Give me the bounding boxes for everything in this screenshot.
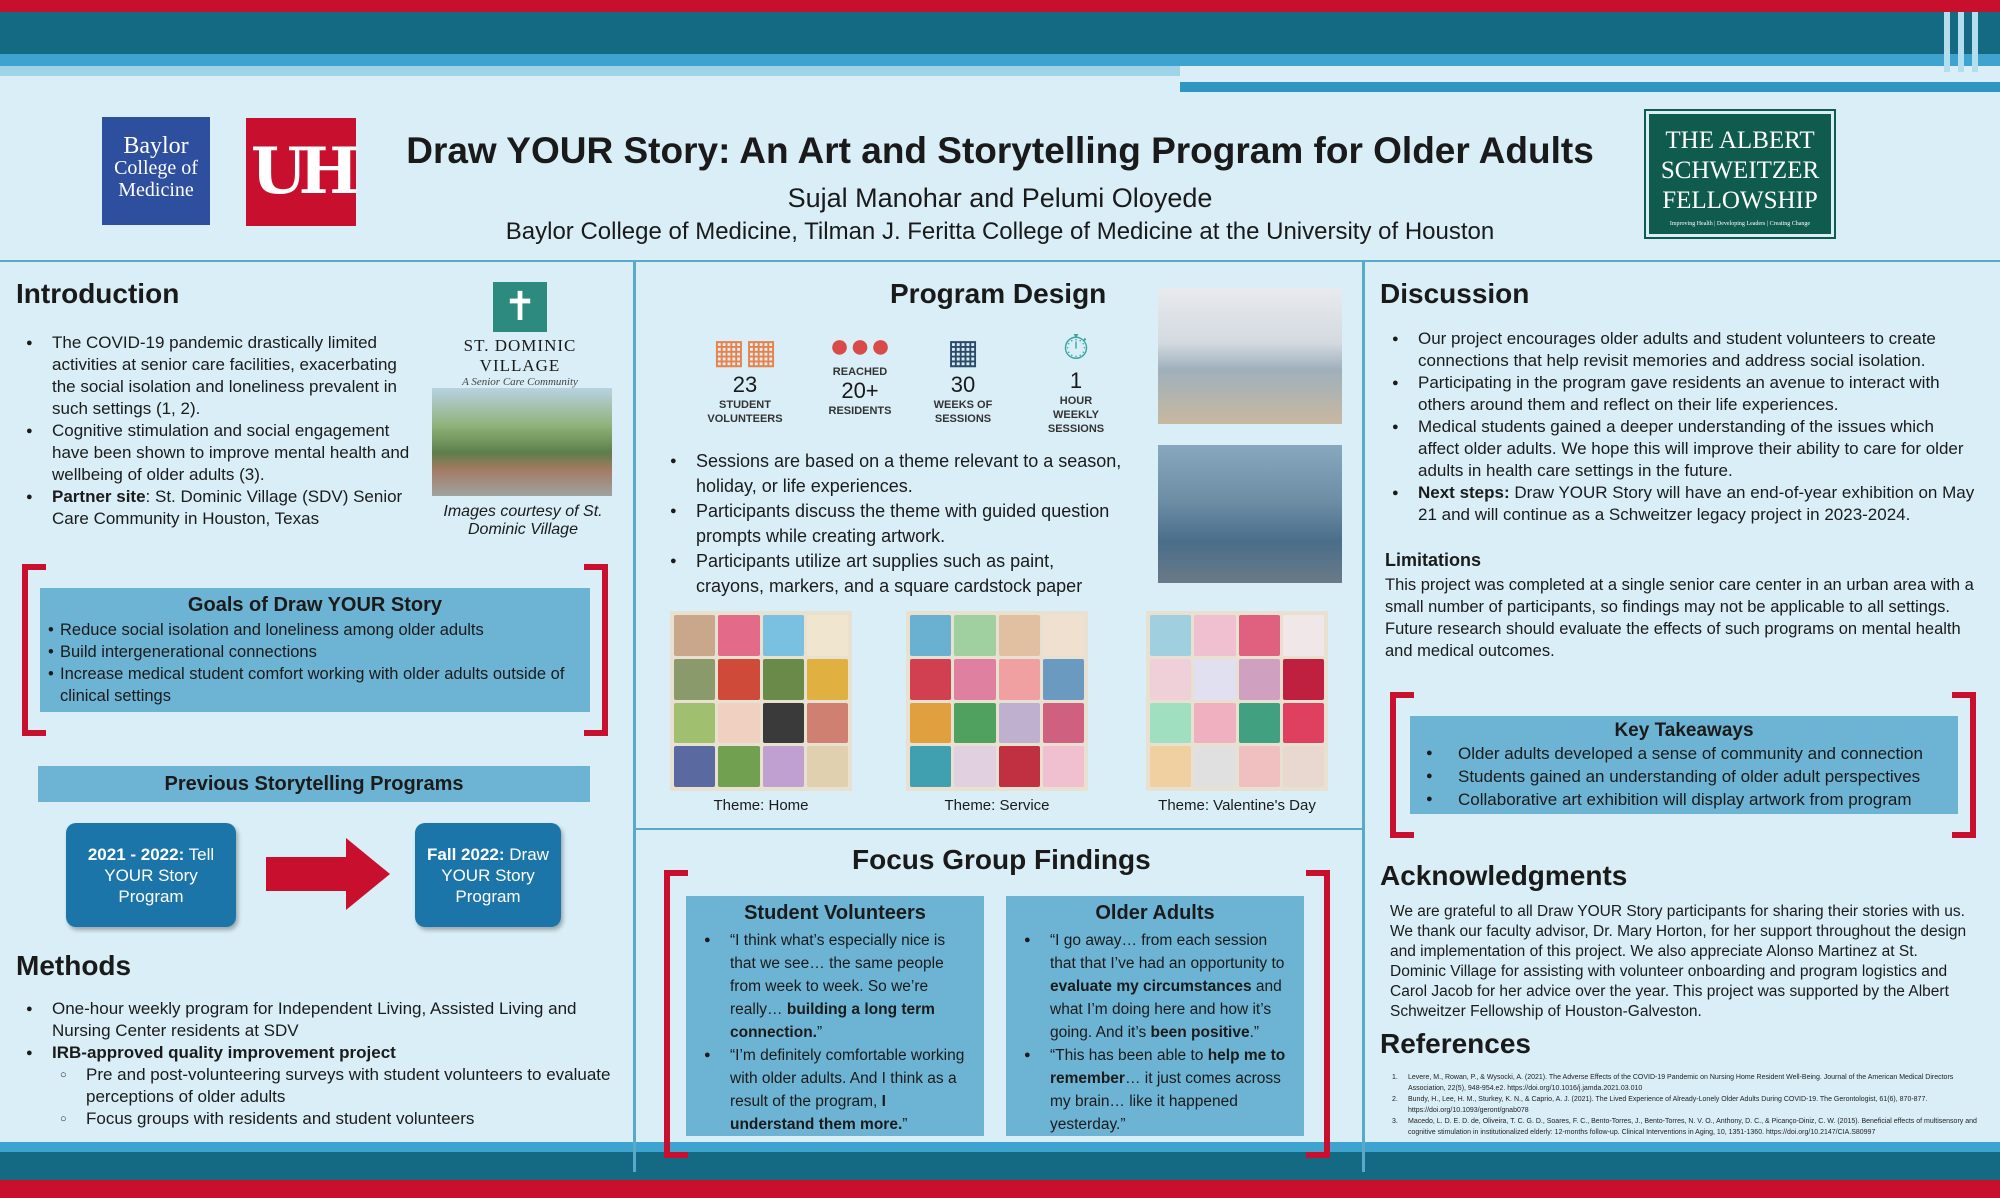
older-adults-heading: Older Adults bbox=[1095, 902, 1215, 924]
student-volunteers-box bbox=[686, 896, 984, 1136]
quote-emphasis: I understand them more. bbox=[730, 1093, 903, 1133]
session-photo bbox=[1158, 288, 1342, 424]
reference-item: 2. Bundy, H., Lee, H. M., Sturkey, K. N., & Caprio, A. J. (2021). The Lived Experience of Already-Lonely Older Adults During COVID-19. The Gerontologist, 61(6), 870-877. https://doi.org/10.1093/geront/gnab078 bbox=[1392, 1096, 1928, 1114]
bracket-left bbox=[664, 870, 688, 1158]
program-design-heading: Program Design bbox=[890, 278, 1107, 309]
stat-number: 1 bbox=[1069, 368, 1083, 393]
stat-label: RESIDENTS bbox=[828, 405, 892, 417]
reference-text: Macedo, L. D. E. D. de, Oliveira, T. C. G. D., Soares, F. C., Bento-Torres, J., Bento-Torres, N. V. O., Anthony, D. C., & Picanço-Diniz, C. W. (2015). Beneficial effects of multisensory and cognitive stimulation in institutionalized elderly: 12-months follow-up. Clinical Interventions in Aging, 10, 1351-1360. https://doi.org/10.2147/CIA.S80997 bbox=[1408, 1118, 1977, 1136]
artwork-home bbox=[670, 611, 852, 791]
stat-number: 30 bbox=[950, 372, 976, 397]
quote-text: .” bbox=[1249, 1024, 1260, 1041]
quote-text: … it just comes across my brain… like it happened yesterday.” bbox=[1050, 1070, 1281, 1133]
column-divider bbox=[633, 262, 636, 1172]
stat-label: WEEKS OF SESSIONS bbox=[933, 399, 993, 425]
acknowledgments-heading: Acknowledgments bbox=[1380, 860, 1628, 891]
top-pale-band bbox=[0, 66, 1180, 76]
cross-icon: ✝ bbox=[493, 282, 547, 332]
uh-logo: UH bbox=[246, 118, 356, 226]
next-steps-text: Draw YOUR Story will have an end-of-year exhibition on May 21 and will continue as a Schweitzer legacy project in 2023-2024. bbox=[1418, 483, 1975, 524]
tell-your-story-box bbox=[66, 823, 236, 927]
arrow-head-icon bbox=[346, 838, 390, 910]
reference-item: 3. Macedo, L. D. E. D. de, Oliveira, T. C. G. D., Soares, F. C., Bento-Torres, J., Bento-Torres, N. V. O., Anthony, D. C., & Picanço-Diniz, C. W. (2015). Beneficial effects of multisensory and cognitive stimulation in institutionalized elderly: 12-months follow-up. Clinical Interventions in Aging, 10, 1351-1360. https://doi.org/10.2147/CIA.S80997 bbox=[1392, 1118, 1977, 1136]
stopwatch-icon: ⏱ bbox=[1062, 329, 1090, 367]
list-item bbox=[18, 486, 410, 530]
top-red-band bbox=[0, 0, 2000, 12]
poster-title: Draw YOUR Story: An Art and Storytelling Program for Older Adults bbox=[406, 130, 1594, 171]
poster-authors: Sujal Manohar and Pelumi Oloyede bbox=[787, 183, 1213, 213]
list-item: • Increase medical student comfort working with older adults outside of clinical settings bbox=[48, 663, 582, 707]
list-item: ● One-hour weekly program for Independent Living, Assisted Living and Nursing Center residents at SDV bbox=[18, 998, 618, 1042]
st-dominic-logo bbox=[430, 282, 610, 388]
list-item: ● Students gained an understanding of older adult perspectives bbox=[1418, 765, 1950, 788]
list-item: ● Participants utilize art supplies such as paint, crayons, markers, and a square cardstock paper bbox=[662, 549, 1122, 599]
list-item: ● Sessions are based on a theme relevant to a season, holiday, or life experiences. bbox=[662, 449, 1122, 499]
list-item: ● Our project encourages older adults and student volunteers to create connections that help revisit memories and address social isolation. bbox=[1384, 328, 1978, 372]
focus-group-heading: Focus Group Findings bbox=[852, 844, 1151, 875]
list-item bbox=[696, 929, 974, 1044]
list-item: ○ Focus groups with residents and student volunteers bbox=[18, 1108, 618, 1130]
arrow-right-icon bbox=[266, 857, 346, 891]
baylor-logo-line: Medicine bbox=[118, 179, 194, 201]
theme-label: Theme: Home bbox=[713, 797, 809, 814]
partner-text: : St. Dominic Village (SDV) Senior Care Community in Houston, Texas bbox=[52, 487, 403, 528]
partner-label: Partner site bbox=[52, 487, 146, 506]
quote-emphasis: building a long term connection. bbox=[730, 1001, 935, 1041]
key-takeaways-box bbox=[1410, 716, 1958, 814]
list-item: ● Participants discuss the theme with guided question prompts while creating artwork. bbox=[662, 499, 1122, 549]
previous-programs-heading: Previous Storytelling Programs bbox=[38, 766, 590, 802]
session-photo bbox=[1158, 445, 1342, 583]
goals-box bbox=[40, 588, 590, 712]
stat-number: 20+ bbox=[841, 378, 879, 403]
stat-volunteers bbox=[690, 332, 800, 426]
bottom-light-band bbox=[0, 1142, 2000, 1152]
st-dominic-photo bbox=[432, 388, 612, 496]
list-item: ● Collaborative art exhibition will display artwork from program bbox=[1418, 788, 1950, 811]
artwork-valentines bbox=[1146, 611, 1328, 791]
building-icon: ▦▦ bbox=[712, 333, 778, 371]
program-name: Tell YOUR Story Program bbox=[104, 844, 215, 906]
quote-emphasis: evaluate my circumstances bbox=[1050, 978, 1252, 995]
quote-text: and what I’m doing here and how it’s going. And it’s bbox=[1050, 978, 1282, 1041]
schweitzer-fellowship-logo bbox=[1646, 111, 1834, 237]
quote-emphasis: help me to remember bbox=[1050, 1047, 1286, 1087]
theme-label: Theme: Valentine's Day bbox=[1158, 797, 1316, 814]
asf-logo-line: FELLOWSHIP bbox=[1662, 187, 1818, 214]
key-takeaways-heading: Key Takeaways bbox=[1614, 720, 1754, 741]
list-item: • Build intergenerational connections bbox=[48, 641, 582, 663]
acknowledgments-text: We are grateful to all Draw YOUR Story participants for sharing their stories with us. We thank our faculty advisor, Dr. Mary Horton, for her support throughout the design and implementation of this project. We also appreciate Alonso Martinez at St. Dominic Village for assisting with volunteer onboarding and program logistics and Carol Jacob for her advice over the year. This project was supported by the Albert Schweitzer Fellowship of Houston-Galveston. bbox=[1390, 903, 1967, 1020]
bottom-red-band bbox=[0, 1180, 2000, 1198]
calendar-icon: ▦ bbox=[946, 333, 980, 371]
reference-item: 1. Levere, M., Rowan, P., & Wysocki, A. (2021). The Adverse Effects of the COVID-19 Pandemic on Nursing Home Resident Well-Being. Journal of the American Medical Directors Association, 22(5), 948-954.e2. https://doi.org/10.1016/j.jamda.2021.03.010 bbox=[1392, 1074, 1954, 1092]
stat-number: 23 bbox=[732, 372, 758, 397]
methods-list bbox=[18, 998, 618, 1130]
reference-text: Levere, M., Rowan, P., & Wysocki, A. (2021). The Adverse Effects of the COVID-19 Pandemic on Nursing Home Resident Well-Being. Journal of the American Medical Directors Association, 22(5), 948-954.e2. https://doi.org/10.1016/j.jamda.2021.03.010 bbox=[1408, 1074, 1954, 1092]
program-name: Draw YOUR Story Program bbox=[441, 844, 549, 906]
asf-logo-line: SCHWEITZER bbox=[1660, 157, 1820, 184]
references-heading: References bbox=[1380, 1028, 1531, 1059]
quote-text: “I’m definitely comfortable working with older adults. And I think as a result of the program, bbox=[730, 1047, 965, 1110]
theme-label: Theme: Service bbox=[944, 797, 1050, 814]
list-item: ● Cognitive stimulation and social engagement have been shown to improve mental health and wellbeing of older adults (3). bbox=[18, 420, 410, 486]
list-item: ● IRB-approved quality improvement project bbox=[18, 1042, 618, 1064]
decor-stripe bbox=[1944, 12, 1950, 72]
quote-text: “I think what’s especially nice is that we see… the same people from week to week. So we’re really… bbox=[730, 932, 946, 1018]
stat-prefix: REACHED bbox=[832, 366, 888, 378]
introduction-heading: Introduction bbox=[16, 278, 180, 309]
quote-text: “This has been able to bbox=[1050, 1047, 1208, 1064]
program-year: Fall 2022: bbox=[427, 844, 505, 864]
header-divider bbox=[0, 260, 2000, 262]
photo-caption: Images courtesy of St. Dominic Village bbox=[443, 503, 603, 538]
limitations-text: This project was completed at a single senior care center in an urban area with a small number of participants, so findings may not be applicable to all settings. Future research should evaluate the effects of such programs on mental health and medical outcomes. bbox=[1385, 576, 1974, 660]
list-item: ● The COVID-19 pandemic drastically limited activities at senior care facilities, exacerbating the social isolation and loneliness prevalent in such settings (1, 2). bbox=[18, 332, 410, 420]
list-item: ● Older adults developed a sense of community and connection bbox=[1418, 742, 1950, 765]
next-steps-label: Next steps: bbox=[1418, 483, 1510, 502]
student-volunteers-heading: Student Volunteers bbox=[744, 902, 926, 924]
bottom-teal-band bbox=[0, 1152, 2000, 1180]
discussion-list bbox=[1384, 328, 1978, 526]
reference-text: Bundy, H., Lee, H. M., Sturkey, K. N., & Caprio, A. J. (2021). The Lived Experience of Already-Lonely Older Adults During COVID-19. The Gerontologist, 61(6), 870-877. https://doi.org/10.1093/geront/gnab078 bbox=[1408, 1096, 1928, 1114]
goals-heading: Goals of Draw YOUR Story bbox=[187, 594, 443, 616]
list-item: ○ Pre and post-volunteering surveys with student volunteers to evaluate perceptions of older adults bbox=[18, 1064, 618, 1108]
baylor-logo-line: College of bbox=[114, 157, 198, 179]
stat-weeks bbox=[908, 332, 1018, 426]
artwork-service bbox=[906, 611, 1088, 791]
methods-heading: Methods bbox=[16, 950, 132, 981]
quote-text: “I go away… from each session that that I’ve had an opportunity to bbox=[1050, 932, 1285, 972]
sdv-subtitle: A Senior Care Community bbox=[462, 376, 578, 388]
top-blue-band bbox=[1180, 82, 2000, 92]
list-item: • Reduce social isolation and loneliness among older adults bbox=[48, 619, 582, 641]
program-year: 2021 - 2022: bbox=[87, 844, 185, 864]
decor-stripe bbox=[1972, 12, 1978, 72]
quote-text: ” bbox=[902, 1116, 908, 1133]
bracket-right bbox=[1306, 870, 1330, 1158]
top-light-band bbox=[0, 54, 2000, 66]
introduction-list bbox=[18, 332, 410, 530]
top-teal-band bbox=[0, 12, 2000, 54]
middle-divider bbox=[636, 828, 1362, 830]
list-item bbox=[1016, 1044, 1294, 1136]
poster-affiliation: Baylor College of Medicine, Tilman J. Feritta College of Medicine at the University of Houston bbox=[505, 218, 1495, 245]
asf-logo-line: THE ALBERT bbox=[1665, 127, 1815, 154]
stat-hours bbox=[1020, 328, 1132, 436]
list-item bbox=[696, 1044, 974, 1136]
list-item: ● Participating in the program gave residents an avenue to interact with others around them and reflect on their life experiences. bbox=[1384, 372, 1978, 416]
references-list bbox=[1384, 1072, 1984, 1138]
baylor-logo bbox=[102, 117, 210, 225]
older-adults-box bbox=[1006, 896, 1304, 1136]
limitations-heading: Limitations bbox=[1385, 550, 1482, 570]
decor-stripe bbox=[1958, 12, 1964, 72]
column-divider bbox=[1362, 262, 1365, 1172]
program-list bbox=[662, 449, 1122, 599]
stat-label: HOUR WEEKLY SESSIONS bbox=[1047, 395, 1105, 435]
stat-residents bbox=[805, 326, 915, 418]
list-item bbox=[1384, 482, 1978, 526]
sdv-name: ST. DOMINIC VILLAGE bbox=[463, 336, 577, 375]
asf-logo-tagline: Improving Health | Developing Leaders | Creating Change bbox=[1669, 221, 1811, 227]
list-item bbox=[1016, 929, 1294, 1044]
draw-your-story-box bbox=[415, 823, 561, 927]
people-icon: ●●● bbox=[829, 327, 891, 365]
quote-text: ” bbox=[816, 1024, 823, 1041]
stat-label: STUDENT VOLUNTEERS bbox=[707, 399, 783, 425]
list-item: ● Medical students gained a deeper understanding of the issues which affect older adults. We hope this will improve their ability to care for older adults in health care settings in the future. bbox=[1384, 416, 1978, 482]
quote-emphasis: been positive bbox=[1150, 1024, 1250, 1041]
discussion-heading: Discussion bbox=[1380, 278, 1530, 309]
baylor-logo-line: Baylor bbox=[123, 133, 189, 159]
